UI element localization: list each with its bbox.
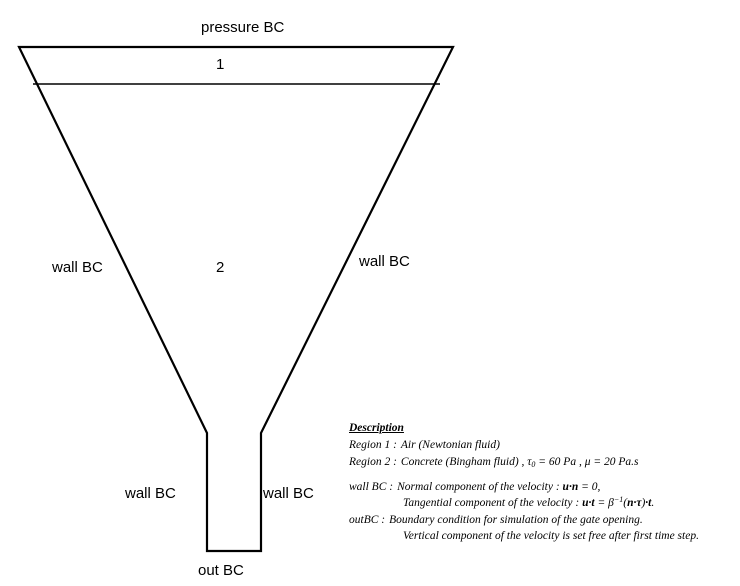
label-pressure-bc: pressure BC (201, 19, 285, 36)
description-wall-key: wall BC : (349, 480, 394, 493)
description-region1-key: Region 1 : (349, 439, 397, 452)
description-region2-row (349, 454, 731, 470)
wall-line2-paren-open: ( (623, 497, 628, 510)
wall-line1-u: u (562, 480, 569, 493)
wall-line2-eq: = (597, 497, 606, 510)
description-out-row (349, 512, 731, 528)
label-wall-bc-left: wall BC (52, 259, 103, 276)
wall-line2-dot1: · (588, 497, 592, 510)
label-wall-bc-right: wall BC (359, 253, 410, 270)
description-region1-value: Air (Newtonian fluid) (400, 439, 500, 452)
wall-line1-tail: = 0, (581, 480, 601, 493)
wall-line2-t1: t (591, 497, 595, 510)
mu-value: = 20 Pa.s (593, 455, 639, 468)
description-wall-line2 (349, 495, 731, 511)
label-wall-bc-lower-right: wall BC (263, 485, 314, 502)
label-region-1: 1 (216, 56, 225, 73)
description-title: Description (349, 422, 404, 434)
label-region-2: 2 (216, 259, 225, 276)
description-out-line1: Boundary condition for simulation of the gate opening. (389, 513, 643, 526)
description-out-line2: Vertical component of the velocity is set free after first time step. (403, 529, 699, 542)
description-out-key: outBC : (349, 513, 386, 526)
wall-line2-beta-exponent: −1 (613, 495, 624, 505)
wall-line2-prefix: Tangential component of the velocity : (403, 497, 580, 510)
wall-line2-paren-close: ) (641, 497, 646, 510)
wall-line2-period: . (651, 497, 655, 510)
wall-line1-dot: · (568, 480, 572, 493)
description-spacer (349, 470, 731, 479)
tau-subscript: 0 (531, 459, 536, 469)
description-region1-row (349, 437, 731, 453)
description-region2-value (401, 454, 731, 470)
wall-line2-beta: β (608, 497, 614, 510)
label-wall-bc-lower-left: wall BC (125, 485, 176, 502)
wall-line2-n: n (627, 497, 634, 510)
description-block (349, 420, 731, 544)
wall-line2-u: u (582, 497, 589, 510)
wall-line2-dot3: · (645, 497, 649, 510)
description-wall-row (349, 479, 731, 495)
description-wall-line1 (397, 479, 731, 495)
wall-line1-prefix: Normal component of the velocity : (397, 480, 560, 493)
description-region2-prefix: Concrete (Bingham fluid) , (400, 455, 525, 468)
label-out-bc: out BC (198, 562, 244, 579)
tau-symbol: τ (527, 455, 532, 468)
tau-value: = 60 Pa , (538, 455, 582, 468)
wall-line2-tau: τ (636, 497, 642, 510)
mu-symbol: μ (584, 455, 591, 468)
description-region2-key: Region 2 : (349, 455, 397, 468)
wall-line2-t2: t (648, 497, 652, 510)
wall-line1-n: n (571, 480, 579, 493)
wall-line2-dot2: · (633, 497, 637, 510)
